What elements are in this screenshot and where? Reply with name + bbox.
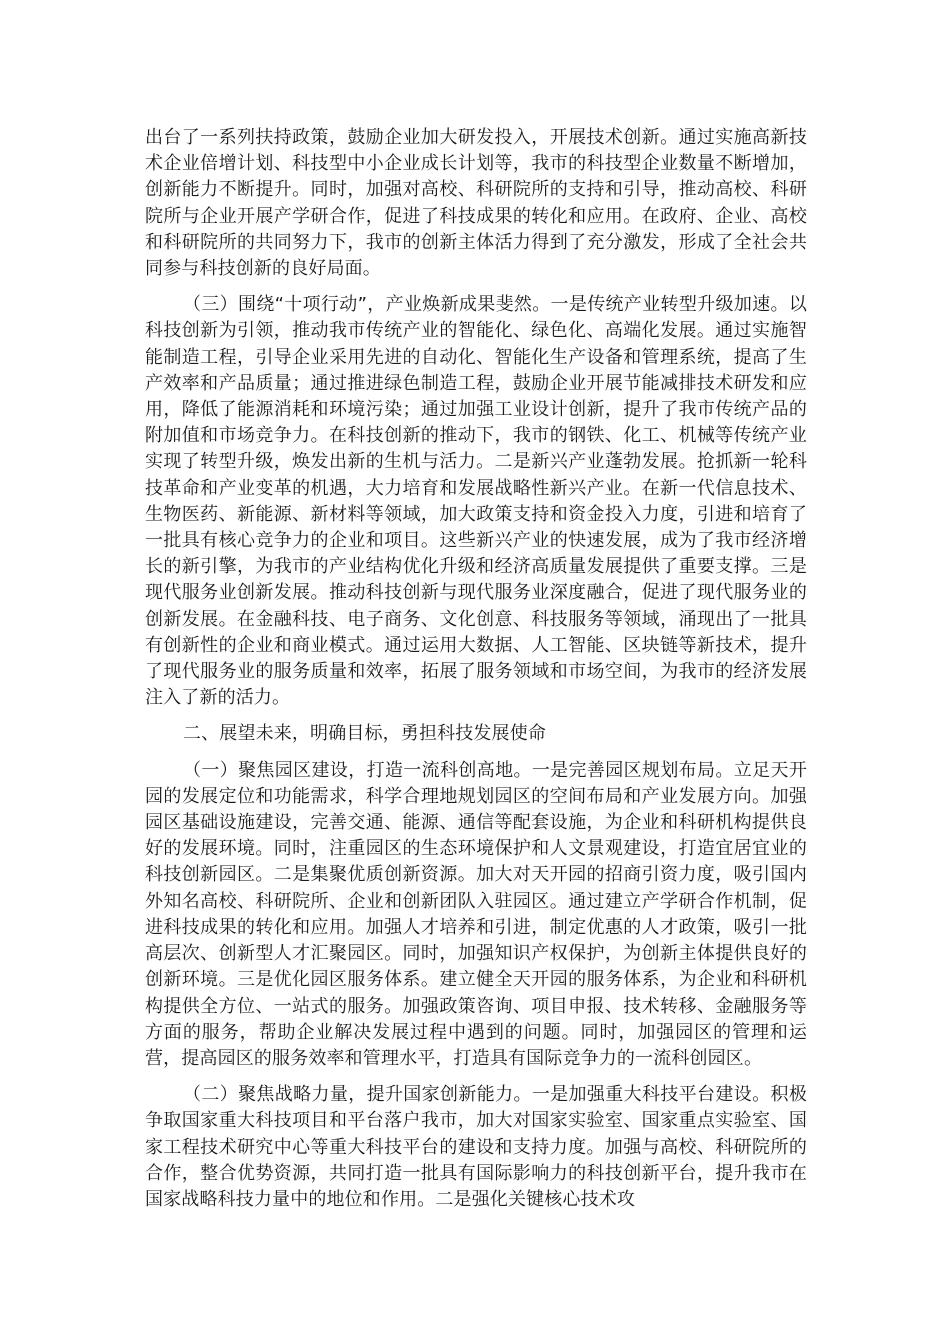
paragraph-park-construction: （一）聚焦园区建设，打造一流科创高地。一是完善园区规划布局。立足天开园的发展定位和功能需求，科学合理地规划园区的空间布局和产业发展方向。加强园区基础设施建设，完善交通、能源、通信等配套设施，为企业和科研机构提供良好的发展环境。同时，注重园区的生态环境保护和人文景观建设，打造宜居宜业的科技创新园区。二是集聚优质创新资源。加大对天开园的招商引资力度，吸引国内外知名高校、科研院所、企业和创新团队入驻园区。通过建立产学研合作机制，促进科技成果的转化和应用。加强人才培养和引进，制定优惠的人才政策，吸引一批高层次、创新型人才汇聚园区。同时，加强知识产权保护，为创新主体提供良好的创新环境。三是优化园区服务体系。建立健全天开园的服务体系，为企业和科研机构提供全方位、一站式的服务。加强政策咨询、项目申报、技术转移、金融服务等方面的服务，帮助企业解决发展过程中遇到的问题。同时，加强园区的管理和运营，提高园区的服务效率和管理水平，打造具有国际竞争力的一流科创园区。 — [145, 759, 807, 1069]
section-heading: 二、展望未来，明确目标，勇担科技发展使命 — [183, 723, 546, 745]
paragraph-industry-renewal: （三）围绕“十项行动”，产业焕新成果斐然。一是传统产业转型升级加速。以科技创新为引领，推动我市传统产业的智能化、绿色化、高端化发展。通过实施智能制造工程，引导企业采用先进的自动化、智能化生产设备和管理系统，提高了生产效率和产品质量；通过推进绿色制造工程，鼓励企业开展节能减排技术研发和应用，降低了能源消耗和环境污染；通过加强工业设计创新，提升了我市传统产品的附加值和市场竞争力。在科技创新的推动下，我市的钢铁、化工、机械等传统产业实现了转型升级，焕发出新的生机与活力。二是新兴产业蓬勃发展。抢抓新一轮科技革命和产业变革的机遇，大力培育和发展战略性新兴产业。在新一代信息技术、生物医药、新能源、新材料等领域，加大政策支持和资金投入力度，引进和培育了一批具有核心竞争力的企业和项目。这些新兴产业的快速发展，成为了我市经济增长的新引擎，为我市的产业结构优化升级和经济高质量发展提供了重要支撑。三是现代服务业创新发展。推动科技创新与现代服务业深度融合，促进了现代服务业的创新发展。在金融科技、电子商务、文化创意、科技服务等领域，涌现出了一批具有创新性的企业和商业模式。通过运用大数据、人工智能、区块链等新技术，提升了现代服务业的服务质量和效率，拓展了服务领域和市场空间，为我市的经济发展注入了新的活力。 — [145, 294, 807, 709]
document-body — [145, 125, 807, 1223]
paragraph-continuation: 出台了一系列扶持政策，鼓励企业加大研发投入，开展技术创新。通过实施高新技术企业倍增计划、科技型中小企业成长计划等，我市的科技型企业数量不断增加，创新能力不断提升。同时，加强对高校、科研院所的支持和引导，推动高校、科研院所与企业开展产学研合作，促进了科技成果的转化和应用。在政府、企业、高校和科研院所的共同努力下，我市的创新主体活力得到了充分激发，形成了全社会共同参与科技创新的良好局面。 — [145, 127, 807, 280]
paragraph-strategic-force: （二）聚焦战略力量，提升国家创新能力。一是加强重大科技平台建设。积极争取国家重大科技项目和平台落户我市，加大对国家实验室、国家重点实验室、国家工程技术研究中心等重大科技平台的建设和支持力度。加强与高校、科研院所的合作，整合优势资源，共同打造一批具有国际影响力的科技创新平台，提升我市在国家战略科技力量中的地位和作用。二是强化关键核心技术攻 — [145, 1084, 807, 1210]
